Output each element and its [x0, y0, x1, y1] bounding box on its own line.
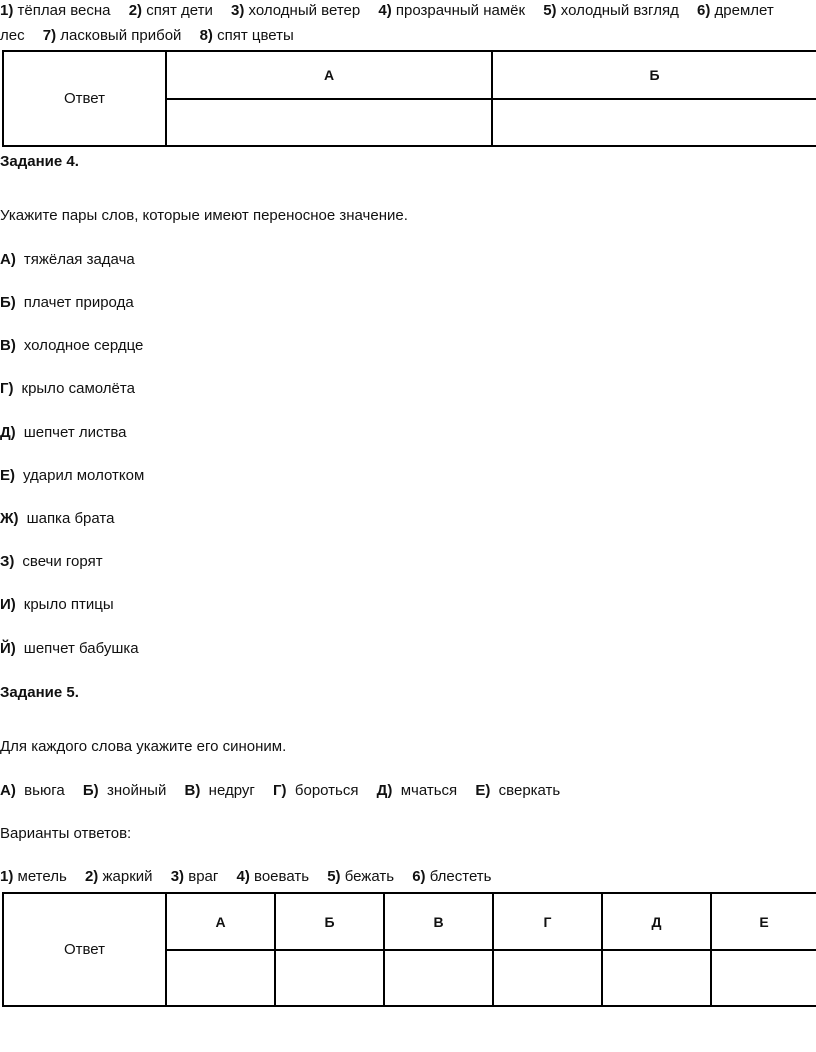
task-4-item: З) свечи горят [0, 553, 103, 570]
task-5-title: Задание 5. [0, 684, 79, 701]
answer-cell-b[interactable] [492, 99, 816, 146]
answer-cell-b[interactable] [275, 950, 384, 1006]
answer-cell-g[interactable] [493, 950, 602, 1006]
options-line-1 [0, 3, 788, 18]
answer-cell-d[interactable] [602, 950, 711, 1006]
answer-label-1: Ответ [3, 51, 166, 146]
answer-table-2 [2, 892, 816, 1007]
answer-cell-a[interactable] [166, 950, 275, 1006]
option-3: 3) холодный ветер [231, 2, 361, 19]
task-4-item: Г) крыло самолёта [0, 380, 135, 397]
word-e: Е) сверкать [475, 782, 561, 799]
task-5-instruction: Для каждого слова укажите его синоним. [0, 738, 287, 755]
task-5-variants [0, 869, 505, 884]
option-4: 4) прозрачный намёк [378, 2, 526, 19]
header-v: В [384, 893, 493, 950]
option-2: 2) спят дети [128, 2, 213, 19]
option-7: 7) ласковый прибой [42, 27, 182, 44]
task-4-item: Б) плачет природа [0, 294, 134, 311]
option-5: 5) холодный взгляд [543, 2, 679, 19]
variant-2: 2) жаркий [84, 868, 153, 885]
option-8: 8) спят цветы [199, 27, 294, 44]
variants-label: Варианты ответов: [0, 825, 132, 842]
task-4-item: Ж) шапка брата [0, 510, 115, 527]
word-v: В) недруг [184, 782, 255, 799]
variant-3: 3) враг [170, 868, 219, 885]
header-d: Д [602, 893, 711, 950]
header-a: А [166, 51, 492, 99]
option-6: 6) дремлет [697, 2, 774, 19]
word-d: Д) мчаться [376, 782, 458, 799]
task-4-item: Д) шепчет листва [0, 424, 127, 441]
header-a: А [166, 893, 275, 950]
variant-1: 1) метель [0, 868, 67, 885]
option-1: 1) тёплая весна [0, 2, 111, 19]
answer-table-1 [2, 50, 816, 147]
word-b: Б) знойный [82, 782, 167, 799]
header-b: Б [492, 51, 816, 99]
header-b: Б [275, 893, 384, 950]
variant-6: 6) блестеть [412, 868, 492, 885]
task-4-item: И) крыло птицы [0, 596, 114, 613]
task-4-item: В) холодное сердце [0, 337, 144, 354]
task-4-item: Й) шепчет бабушка [0, 640, 139, 657]
task-4-instruction: Укажите пары слов, которые имеют переносное значение. [0, 207, 408, 224]
answer-cell-e[interactable] [711, 950, 816, 1006]
task-5-words [0, 783, 574, 798]
task-4-title: Задание 4. [0, 153, 79, 170]
task-4-item: Е) ударил молотком [0, 467, 145, 484]
variant-4: 4) воевать [236, 868, 310, 885]
answer-cell-a[interactable] [166, 99, 492, 146]
option-6-continued: лес [0, 27, 25, 44]
options-line-2 [0, 28, 308, 43]
answer-label-2: Ответ [3, 893, 166, 1006]
header-g: Г [493, 893, 602, 950]
word-a: А) вьюга [0, 782, 65, 799]
variant-5: 5) бежать [327, 868, 395, 885]
answer-cell-v[interactable] [384, 950, 493, 1006]
task-4-item: А) тяжёлая задача [0, 251, 135, 268]
header-e: Е [711, 893, 816, 950]
word-g: Г) бороться [273, 782, 359, 799]
